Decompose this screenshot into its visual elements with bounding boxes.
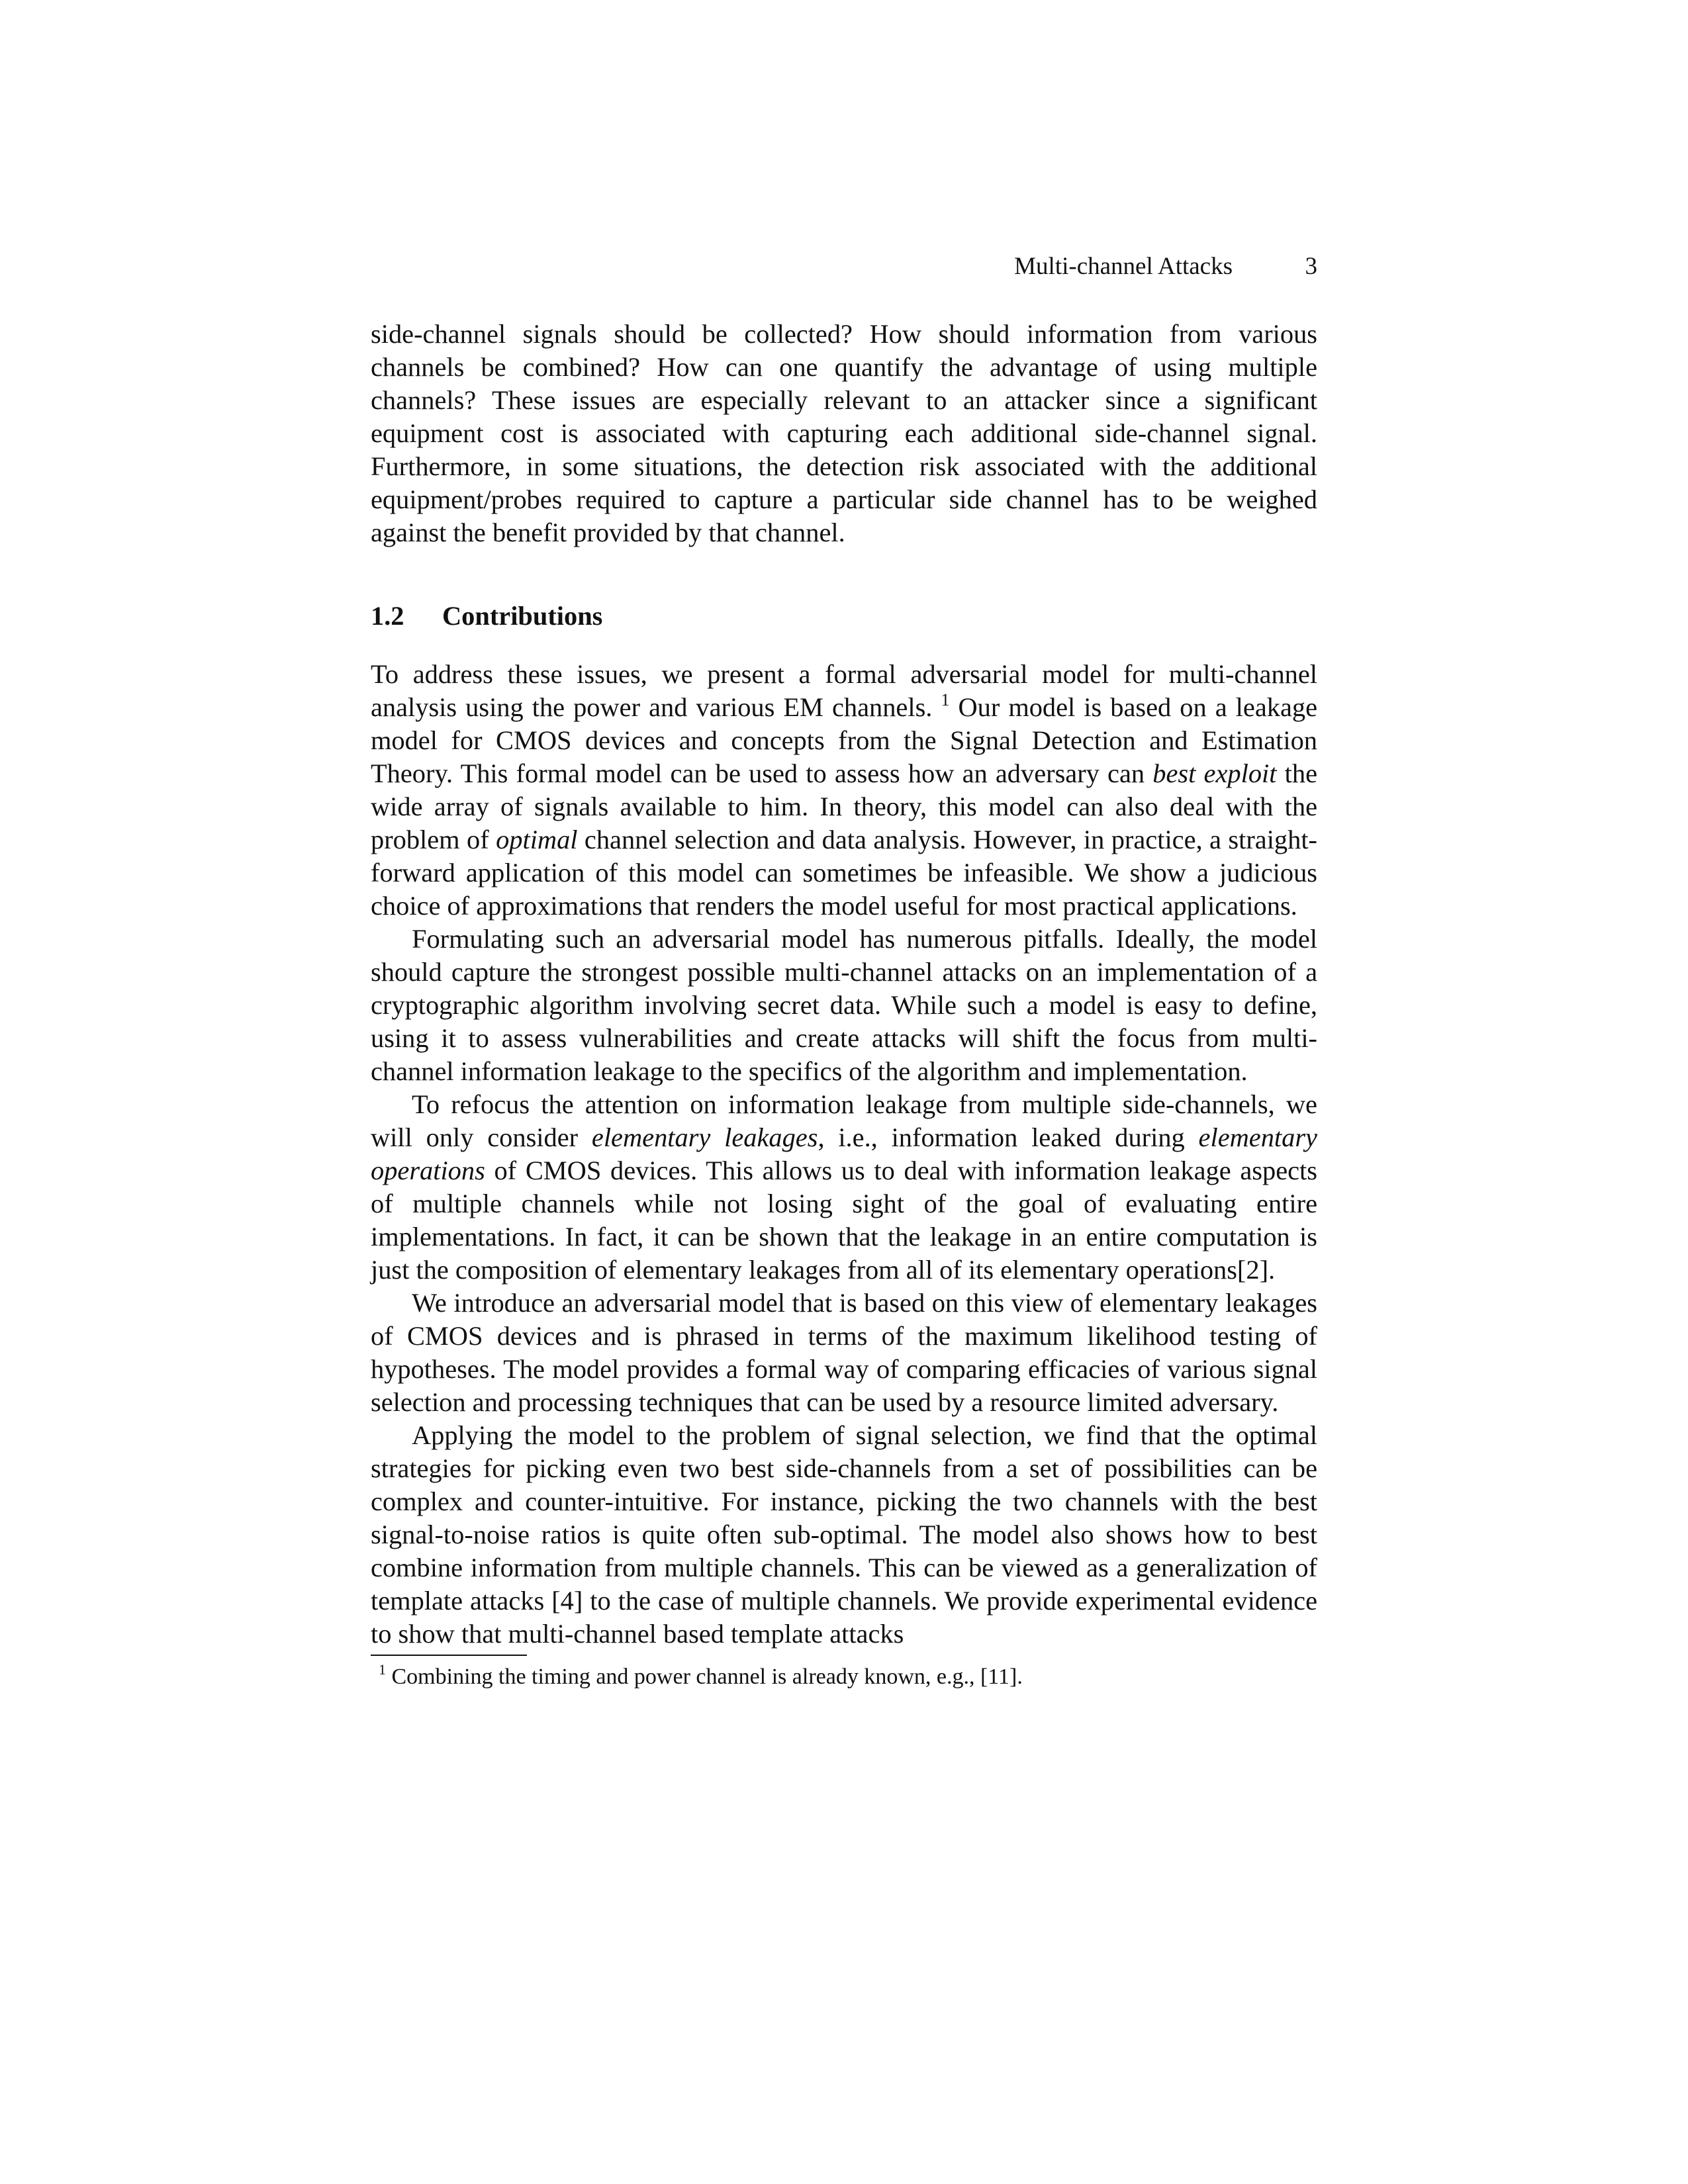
p3-text-a: To refocus the attention on information leakage from multiple side-channels, we will only consider [371,1089,1317,1152]
p3-text-c: of CMOS devices. This allows us to deal with information leakage aspects of multiple channels while not losing sight of the goal of evaluating entire implementations. In fact, it can be shown that the leakage in an entire computation is just the composition of elementary leakages from all of its elementary operations[2]. [371,1156,1317,1285]
footnote-marker: 1 [941,690,950,709]
footnote-text: Combining the timing and power channel is already known, e.g., [11]. [391,1664,1023,1689]
footnote [371,1662,1317,1692]
section-number: 1.2 [371,601,404,631]
footnote-number: 1 [379,1661,386,1678]
p1-text-b: Our model is based on a leakage model for CMOS devices and concepts from the Signal Detection and Estimation Theory. This formal model can be used to assess how an adversary can [371,692,1317,788]
contributions-paragraph-3 [371,1088,1317,1287]
contributions-paragraph-2: Formulating such an adversarial model has numerous pitfalls. Ideally, the model should capture the strongest possible multi-channel attacks on an implementation of a cryptographic algorithm involving secret data. While such a model is easy to define, using it to assess vulnerabilities and create attacks will shift the focus from multi-channel information leakage to the specifics of the algorithm and implementation. [371,924,1317,1086]
page-number: 3 [1305,253,1317,280]
contributions-paragraph-1 [371,658,1317,923]
running-title: Multi-channel Attacks [1014,253,1233,280]
p1-text-a: To address these issues, we present a formal adversarial model for multi-channel analysis using the power and various EM channels. [371,659,1317,722]
footnote-rule [371,1655,527,1656]
running-header [371,238,1317,278]
p3-emphasis-elementary-operations: elementary operations [371,1122,1317,1185]
p3-emphasis-elementary-leakages: elementary leakages [591,1122,818,1152]
intro-paragraph: side-channel signals should be collected? How should information from various channels be combined? How can one quantify the advantage of using multiple channels? These issues are especially relevant to an attacker since a significant equipment cost is associated with capturing each additional side-channel signal. Furthermore, in some situations, the detection risk associated with the additional equipment/probes required to capture a particular side channel has to be weighed against the benefit provided by that channel. [371,319,1317,547]
p3-text-b: , i.e., information leaked during [818,1122,1199,1152]
p1-emphasis-best-exploit: best exploit [1152,758,1277,788]
contributions-paragraph-5: Applying the model to the problem of signal selection, we find that the optimal strategies for picking even two best side-channels from a set of possibilities can be complex and counter-intuitive. For instance, picking the two channels with the best signal-to-noise ratios is quite often sub-optimal. The model also shows how to best combine information from multiple channels. This can be viewed as a generalization of template attacks [4] to the case of multiple channels. We provide experimental evidence to show that multi-channel based template attacks [371,1420,1317,1649]
paper-page [371,238,1317,1692]
contributions-paragraph-4: We introduce an adversarial model that is based on this view of elementary leakages of CMOS devices and is phrased in terms of the maximum likelihood testing of hypotheses. The model provides a formal way of comparing efficacies of various signal selection and processing techniques that can be used by a resource limited adversary. [371,1288,1317,1417]
p1-text-c: the wide array of signals available to him. In theory, this model can also deal with the problem of [371,758,1317,854]
p1-text-d: channel selection and data analysis. However, in practice, a straight-forward application of this model can sometimes be infeasible. We show a judicious choice of approximations that renders the model useful for most practical applications. [371,825,1317,921]
section-title: Contributions [442,601,603,631]
p1-emphasis-optimal: optimal [496,825,578,854]
body-text [371,318,1317,1651]
section-heading [371,600,1317,633]
